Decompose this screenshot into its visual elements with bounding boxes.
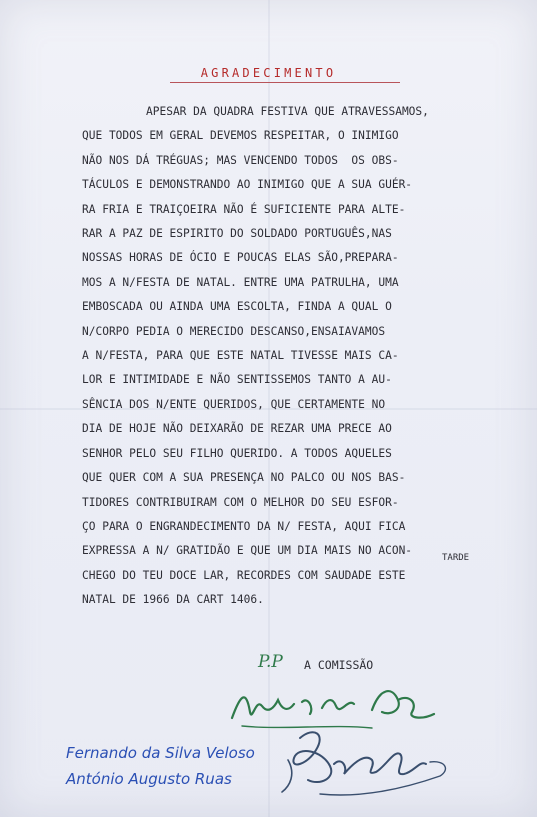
body-line: N/CORPO PEDIA O MERECIDO DESCANSO,ENSAIAVAMOS	[82, 324, 386, 338]
body-line: TÁCULOS E DEMONSTRANDO AO INIMIGO QUE A SUA GUÉR-	[82, 178, 413, 192]
closing-signature-label: A COMISSÃO	[304, 658, 374, 672]
body-line: QUE TODOS EM GERAL DEVEMOS RESPEITAR, O INIMIGO	[82, 129, 399, 143]
handwritten-insertion: TARDE	[442, 553, 470, 563]
closing-initials: P.P	[258, 652, 283, 672]
body-line: NÃO NOS DÁ TRÉGUAS; MAS VENCENDO TODOS OS OBS-	[82, 153, 399, 167]
body-line: ÇO PARA O ENGRANDECIMENTO DA N/ FESTA, AQUI FICA	[82, 519, 406, 533]
navy-signature	[260, 720, 460, 810]
body-line: NATAL DE 1966 DA CART 1406.	[82, 593, 264, 607]
body-line: APESAR DA QUADRA FESTIVA QUE ATRAVESSAMOS,	[146, 105, 429, 118]
body-line: EMBOSCADA OU AINDA UMA ESCOLTA, FINDA A QUAL O	[82, 300, 392, 314]
letter-body	[82, 100, 522, 613]
body-line: DIA DE HOJE NÃO DEIXARÃO DE REZAR UMA PRECE AO	[82, 422, 392, 436]
body-line: RA FRIA E TRAIÇOEIRA NÃO É SUFICIENTE PARA ALTE-	[82, 202, 406, 216]
body-line: MOS A N/FESTA DE NATAL. ENTRE UMA PATRULHA, UMA	[82, 275, 399, 289]
body-line: CHEGO DO TEU DOCE LAR, RECORDES COM SAUDADE ESTE	[82, 568, 406, 582]
body-line: SENHOR PELO SEU FILHO QUERIDO. A TODOS AQUELES	[82, 446, 392, 460]
caption-name-1: Fernando da Silva Veloso	[66, 744, 255, 762]
title-underline	[170, 82, 400, 83]
body-line: RAR A PAZ DE ESPIRITO DO SOLDADO PORTUGUÊS,NAS	[82, 227, 392, 241]
body-line: QUE QUER COM A SUA PRESENÇA NO PALCO OU NOS BAS-	[82, 471, 406, 485]
document-title: AGRADECIMENTO	[200, 66, 337, 80]
body-line: SÊNCIA DOS N/ENTE QUERIDOS, QUE CERTAMENTE NO	[82, 397, 386, 411]
name-caption	[66, 740, 255, 792]
caption-name-2: António Augusto Ruas	[66, 770, 232, 788]
body-line: TIDORES CONTRIBUIRAM COM O MELHOR DO SEU ESFOR-	[82, 495, 399, 509]
body-line: NOSSAS HORAS DE ÓCIO E POUCAS ELAS SÃO,PREPARA-	[82, 251, 399, 265]
body-line: EXPRESSA A N/ GRATIDÃO E QUE UM DIA MAIS NO ACON-	[82, 544, 413, 558]
body-line: A N/FESTA, PARA QUE ESTE NATAL TIVESSE MAIS CA-	[82, 349, 399, 363]
body-line: LOR E INTIMIDADE E NÃO SENTISSEMOS TANTO A AU-	[82, 373, 392, 387]
